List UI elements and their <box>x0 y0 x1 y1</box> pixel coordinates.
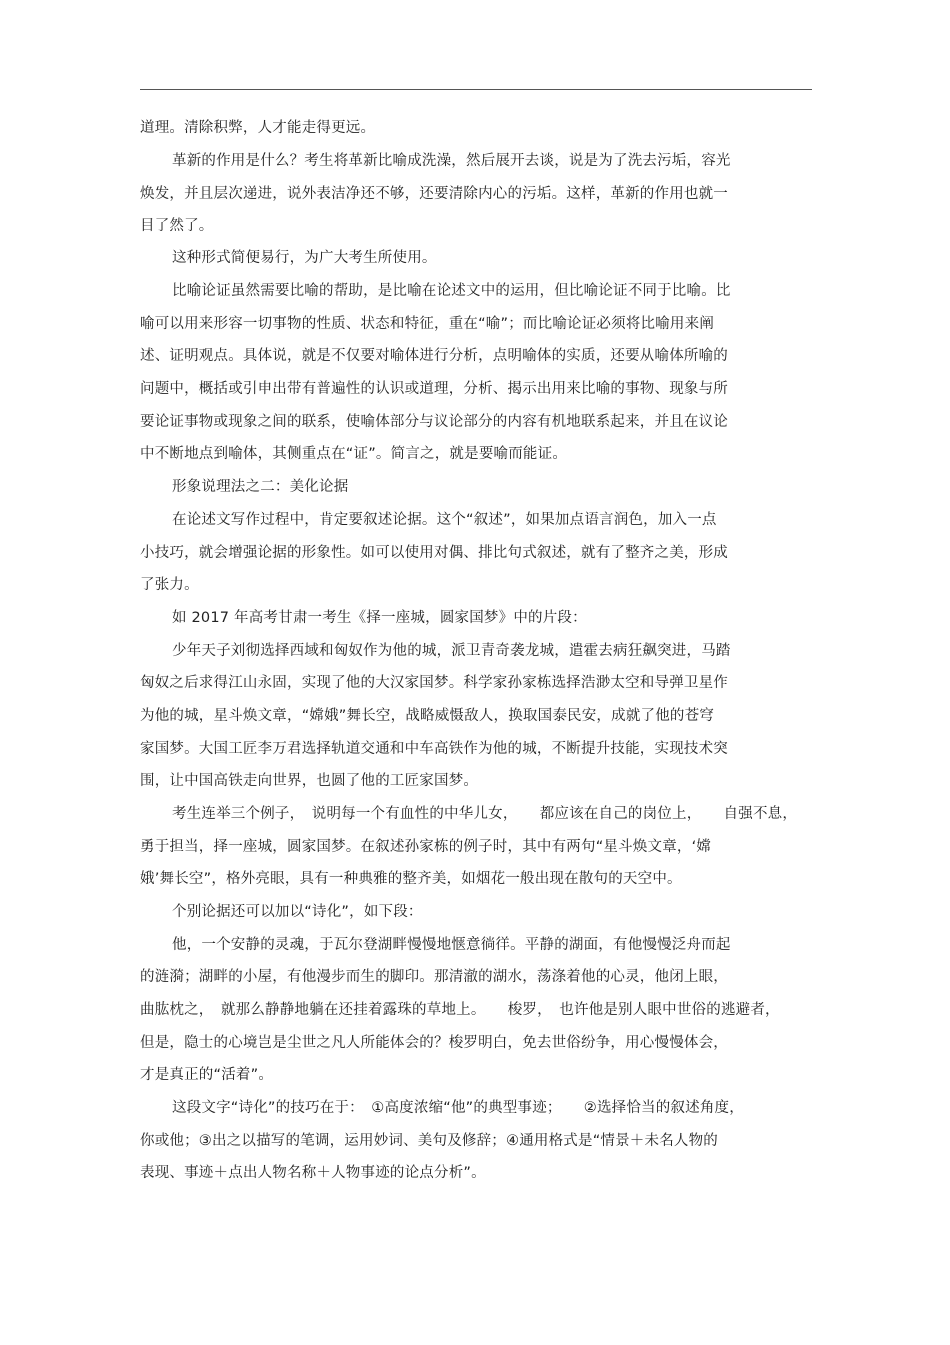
text-line: 目了然了。 <box>140 218 214 234</box>
quote-line: 为他的城，星斗焕文章，“嫦娥”舞长空，战略威慑敌人，换取国泰民安，成就了他的苍穹 <box>140 708 715 724</box>
text-line: 表现、事迹＋点出人物名称＋人物事迹的论点分析”。 <box>140 1165 486 1181</box>
text-line: 中不断地点到喻体，其侧重点在“证”。简言之，就是要喻而能证。 <box>140 446 568 462</box>
quote-line: 但是，隐士的心境岂是尘世之凡人所能体会的？梭罗明白，免去世俗纷争，用心慢慢体会， <box>140 1035 728 1051</box>
text-line: 述、证明观点。具体说，就是不仅要对喻体进行分析，点明喻体的实质，还要从喻体所喻的 <box>140 348 728 364</box>
header-rule <box>140 89 812 90</box>
section-heading: 形象说理法之二：美化论据 <box>172 479 349 495</box>
quote-line: 少年天子刘彻选择西域和匈奴作为他的城，派卫青奇袭龙城，遣霍去病狂飙突进，马踏 <box>172 643 731 659</box>
text-line: 这种形式简便易行，为广大考生所使用。 <box>172 250 437 266</box>
text-line: 个别论据还可以加以“诗化”，如下段： <box>172 904 423 920</box>
text-line: 道理。清除积弊，人才能走得更远。 <box>140 120 376 136</box>
text-line: 娥’舞长空”，格外亮眼，具有一种典雅的整齐美，如烟花一般出现在散句的天空中。 <box>140 871 682 887</box>
quote-line: 曲肱枕之， 就那么静静地躺在还挂着露珠的草地上。 梭罗， 也许他是别人眼中世俗的逃避者， <box>140 1002 780 1018</box>
text-line: 焕发，并且层次递进，说外表洁净还不够，还要清除内心的污垢。这样，革新的作用也就一 <box>140 186 728 202</box>
quote-line: 才是真正的“活着”。 <box>140 1067 274 1083</box>
text-line: 喻可以用来形容一切事物的性质、状态和特征，重在“喻”；而比喻论证必须将比喻用来阐 <box>140 316 715 332</box>
text-line: 了张力。 <box>140 577 199 593</box>
text-line: 在论述文写作过程中，肯定要叙述论据。这个“叙述”，如果加点语言润色，加入一点 <box>172 512 717 528</box>
quote-line: 的涟漪；湖畔的小屋，有他漫步而生的脚印。那清澈的湖水，荡涤着他的心灵，他闭上眼， <box>140 969 728 985</box>
text-line: 考生连举三个例子， 说明每一个有血性的中华儿女， 都应该在自己的岗位上， 自强不息， <box>172 806 798 822</box>
text-line: 你或他；③出之以描写的笔调，运用妙词、美句及修辞；④通用格式是“情景＋未名人物的 <box>140 1133 719 1149</box>
text-line: 如 2017 年高考甘肃一考生《择一座城，圆家国梦》中的片段： <box>172 610 587 626</box>
text-line: 问题中，概括或引申出带有普遍性的认识或道理，分析、揭示出用来比喻的事物、现象与所 <box>140 381 728 397</box>
text-line: 这段文字“诗化”的技巧在于： ①高度浓缩“他”的典型事迹； ②选择恰当的叙述角度， <box>172 1100 744 1116</box>
quote-line: 匈奴之后求得江山永固，实现了他的大汉家国梦。科学家孙家栋选择浩渺太空和导弹卫星作 <box>140 675 728 691</box>
text-line: 勇于担当，择一座城，圆家国梦。在叙述孙家栋的例子时，其中有两句“星斗焕文章，‘嫦 <box>140 839 712 855</box>
text-line: 革新的作用是什么？考生将革新比喻成洗澡，然后展开去谈，说是为了洗去污垢，容光 <box>172 153 731 169</box>
quote-line: 他，一个安静的灵魂，于瓦尔登湖畔慢慢地惬意徜徉。平静的湖面，有他慢慢泛舟而起 <box>172 937 731 953</box>
quote-line: 家国梦。大国工匠李万君选择轨道交通和中车高铁作为他的城，不断提升技能，实现技术突 <box>140 741 728 757</box>
text-line: 比喻论证虽然需要比喻的帮助，是比喻在论述文中的运用，但比喻论证不同于比喻。比 <box>172 283 731 299</box>
quote-line: 围，让中国高铁走向世界，也圆了他的工匠家国梦。 <box>140 773 479 789</box>
text-line: 要论证事物或现象之间的联系，使喻体部分与议论部分的内容有机地联系起来，并且在议论 <box>140 414 728 430</box>
text-line: 小技巧，就会增强论据的形象性。如可以使用对偶、排比句式叙述，就有了整齐之美，形成 <box>140 545 728 561</box>
